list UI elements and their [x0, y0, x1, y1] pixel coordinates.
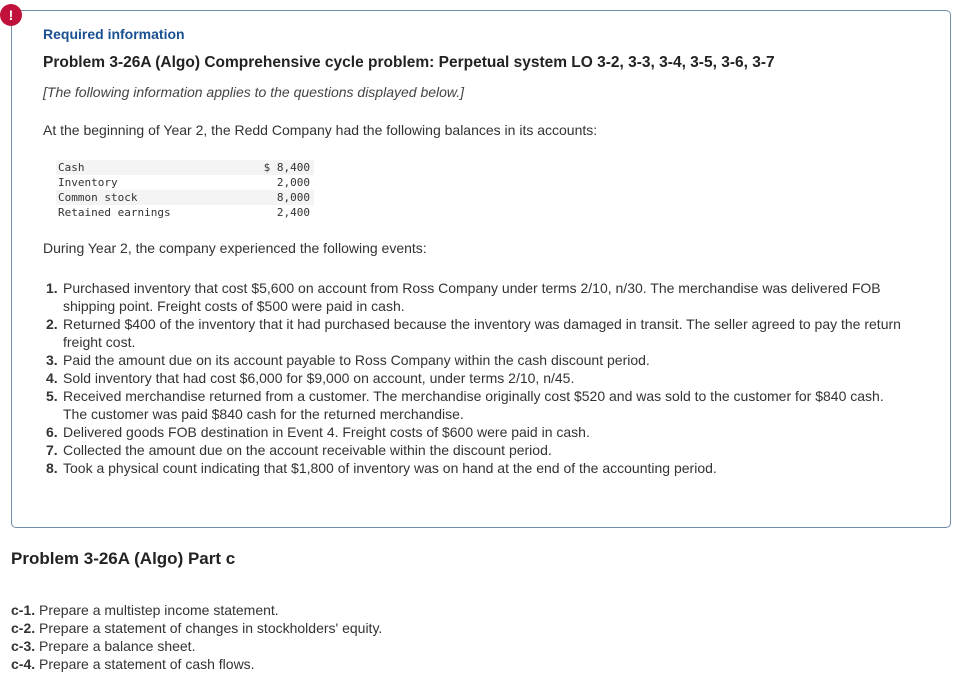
- list-item: [43, 351, 903, 369]
- tasks-list: [11, 601, 382, 673]
- task-number: c-3.: [11, 638, 36, 654]
- list-item: [43, 441, 903, 459]
- part-title: Problem 3-26A (Algo) Part c: [11, 549, 236, 568]
- event-number: 2.: [46, 316, 58, 332]
- account-name: Cash: [56, 160, 248, 175]
- account-amount: 2,400: [276, 206, 310, 219]
- list-item: [11, 637, 382, 655]
- table-row: [56, 190, 314, 205]
- list-item: [43, 387, 903, 423]
- balances-table: [56, 160, 314, 220]
- task-text: Prepare a multistep income statement.: [39, 602, 279, 618]
- problem-title: Problem 3-26A (Algo) Comprehensive cycle problem: Perpetual system LO 3-2, 3-3, 3-4, 3-5, 3-6, 3-7: [43, 54, 775, 71]
- account-amount: 2,000: [276, 176, 310, 189]
- events-intro: During Year 2, the company experienced the following events:: [43, 240, 427, 256]
- task-number: c-4.: [11, 656, 36, 672]
- event-text: Paid the amount due on its account payable to Ross Company within the cash discount period.: [63, 352, 650, 368]
- task-text: Prepare a statement of changes in stockholders' equity.: [39, 620, 383, 636]
- account-amount: 8,000: [248, 190, 314, 205]
- list-item: [11, 619, 382, 637]
- events-list: [43, 279, 903, 477]
- table-row: [56, 160, 314, 175]
- list-item: [43, 459, 903, 477]
- required-info-label: Required information: [43, 26, 185, 42]
- task-text: Prepare a statement of cash flows.: [39, 656, 255, 672]
- event-number: 6.: [46, 424, 58, 440]
- event-number: 1.: [46, 280, 58, 296]
- event-text: Sold inventory that had cost $6,000 for $9,000 on account, under terms 2/10, n/45.: [63, 370, 575, 386]
- event-number: 4.: [46, 370, 58, 386]
- account-amount: $ 8,400: [248, 160, 314, 175]
- task-number: c-2.: [11, 620, 36, 636]
- info-note: [The following information applies to the questions displayed below.]: [43, 84, 465, 100]
- task-text: Prepare a balance sheet.: [39, 638, 196, 654]
- table-row: [56, 175, 314, 190]
- task-number: c-1.: [11, 602, 36, 618]
- event-text: Returned $400 of the inventory that it had purchased because the inventory was damaged in transit. The seller agreed to pay the return freight cost.: [63, 316, 901, 350]
- list-item: [43, 315, 903, 351]
- event-number: 8.: [46, 460, 58, 476]
- list-item: [43, 423, 903, 441]
- event-number: 5.: [46, 388, 58, 404]
- intro-text: At the beginning of Year 2, the Redd Company had the following balances in its accounts:: [43, 122, 598, 138]
- event-number: 3.: [46, 352, 58, 368]
- list-item: [43, 279, 903, 315]
- table-row: [56, 205, 314, 220]
- account-name: Inventory: [58, 176, 118, 189]
- event-text: Delivered goods FOB destination in Event 4. Freight costs of $600 were paid in cash.: [63, 424, 590, 440]
- alert-icon: !: [0, 4, 22, 26]
- event-text: Received merchandise returned from a customer. The merchandise originally cost $520 and was sold to the customer for $840 cash. The customer was paid $840 cash for the returned merchandise.: [63, 388, 884, 422]
- event-text: Purchased inventory that cost $5,600 on account from Ross Company under terms 2/10, n/30. The merchandise was delivered FOB shipping point. Freight costs of $500 were paid in cash.: [63, 280, 881, 314]
- event-number: 7.: [46, 442, 58, 458]
- account-name: Retained earnings: [58, 206, 171, 219]
- list-item: [43, 369, 903, 387]
- account-name: Common stock: [56, 190, 248, 205]
- event-text: Collected the amount due on the account receivable within the discount period.: [63, 442, 552, 458]
- event-text: Took a physical count indicating that $1,800 of inventory was on hand at the end of the accounting period.: [63, 460, 717, 476]
- list-item: [11, 655, 382, 673]
- list-item: [11, 601, 382, 619]
